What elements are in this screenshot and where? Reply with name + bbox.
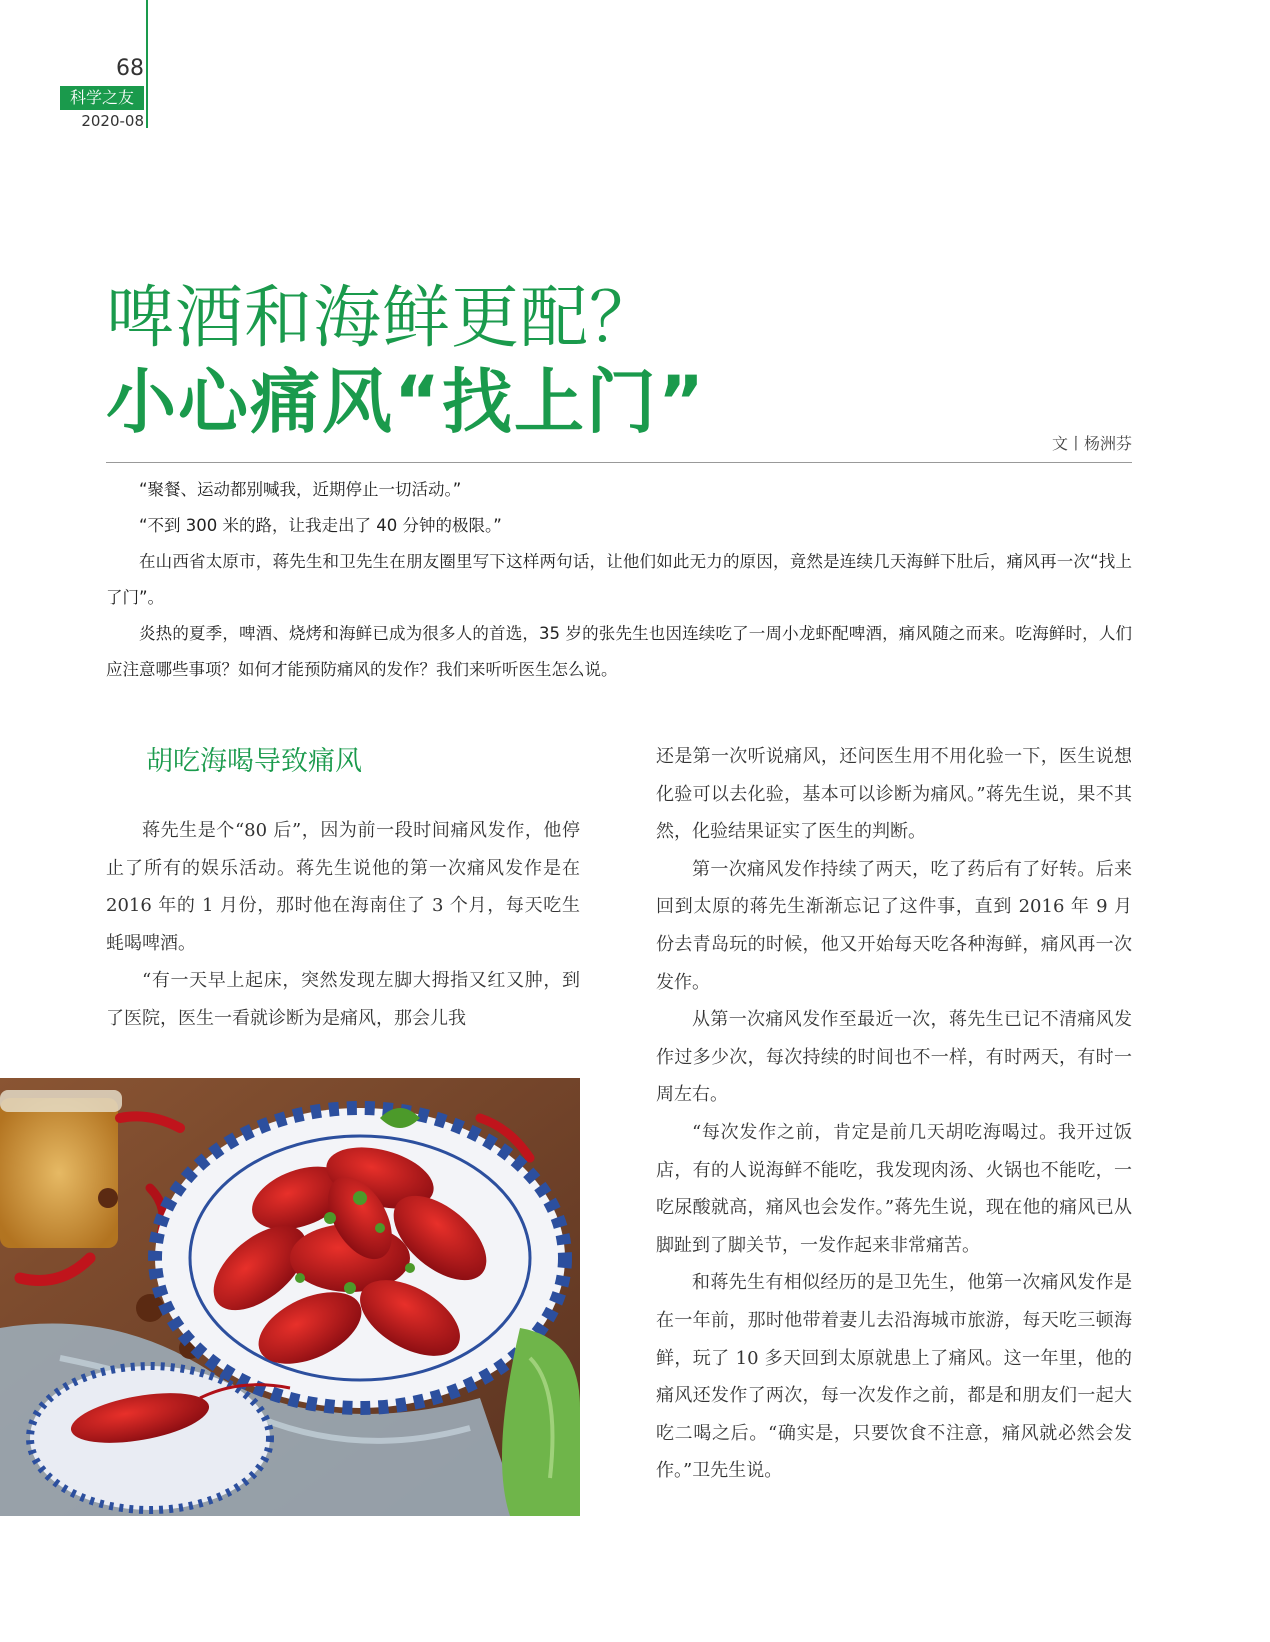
body-paragraph: 第一次痛风发作持续了两天，吃了药后有了好转。后来回到太原的蒋先生渐渐忘记了这件事，直到 2016 年 9 月份去青岛玩的时候，他又开始每天吃各种海鲜，痛风再一次发作。 — [656, 858, 1132, 993]
body-paragraph: 和蒋先生有相似经历的是卫先生，他第一次痛风发作是在一年前，那时他带着妻儿去沿海城市旅游，每天吃三顿海鲜，玩了 10 多天回到太原就患上了痛风。这一年里，他的痛风还发作了两次，每一次发作之前，都是和朋友们一起大吃二喝之后。“确实是，只要饮食不注意，痛风就必然会发作。”卫先生说。 — [656, 1272, 1132, 1482]
intro-paragraph: 炎热的夏季，啤酒、烧烤和海鲜已成为很多人的首选，35 岁的张先生也因连续吃了一周小龙虾配啤酒，痛风随之而来。吃海鲜时，人们应注意哪些事项？如何才能预防痛风的发作？我们来听听医生怎么说。 — [106, 624, 1132, 679]
page-number: 68 — [116, 56, 144, 81]
crayfish-photo — [0, 1078, 580, 1516]
crayfish-illustration — [0, 1078, 580, 1516]
left-column — [106, 742, 580, 1038]
section-heading: 胡吃海喝导致痛风 — [146, 746, 362, 777]
right-column — [656, 738, 1132, 1490]
intro-paragraph: “聚餐、运动都别喊我，近期停止一切活动。” — [139, 480, 462, 499]
body-paragraph: 蒋先生是个“80 后”，因为前一段时间痛风发作，他停止了所有的娱乐活动。蒋先生说他的第一次痛风发作是在 2016 年的 1 月份，那时他在海南住了 3 个月，每天吃生蚝喝啤酒。 — [106, 820, 580, 954]
body-paragraph: 还是第一次听说痛风，还问医生用不用化验一下，医生说想化验可以去化验，基本可以诊断为痛风。”蒋先生说，果不其然，化验结果证实了医生的判断。 — [656, 746, 1132, 843]
title-rule — [106, 462, 1132, 463]
body-paragraph: “每次发作之前，肯定是前几天胡吃海喝过。我开过饭店，有的人说海鲜不能吃，我发现肉汤、火锅也不能吃，一吃尿酸就高，痛风也会发作。”蒋先生说，现在他的痛风已从脚趾到了脚关节，一发作起来非常痛苦。 — [656, 1121, 1132, 1256]
issue-date: 2020-08 — [81, 112, 144, 130]
beer-glass — [0, 1098, 118, 1248]
intro-paragraph: 在山西省太原市，蒋先生和卫先生在朋友圈里写下这样两句话，让他们如此无力的原因，竟然是连续几天海鲜下肚后，痛风再一次“找上了门”。 — [106, 552, 1132, 607]
body-paragraph: “有一天早上起床，突然发现左脚大拇指又红又肿，到了医院，医生一看就诊断为是痛风，那会儿我 — [106, 970, 580, 1029]
magazine-name: 科学之友 — [60, 86, 144, 110]
intro-section — [106, 472, 1132, 688]
header-divider — [146, 0, 148, 128]
byline: 文丨杨洲芬 — [1051, 434, 1132, 453]
article-title-line1: 啤酒和海鲜更配？ — [106, 279, 659, 358]
article-title-line2: 小心痛风“找上门” — [106, 361, 707, 443]
body-paragraph: 从第一次痛风发作至最近一次，蒋先生已记不清痛风发作过多少次，每次持续的时间也不一样，有时两天，有时一周左右。 — [656, 1009, 1132, 1106]
intro-paragraph: “不到 300 米的路，让我走出了 40 分钟的极限。” — [139, 516, 502, 535]
